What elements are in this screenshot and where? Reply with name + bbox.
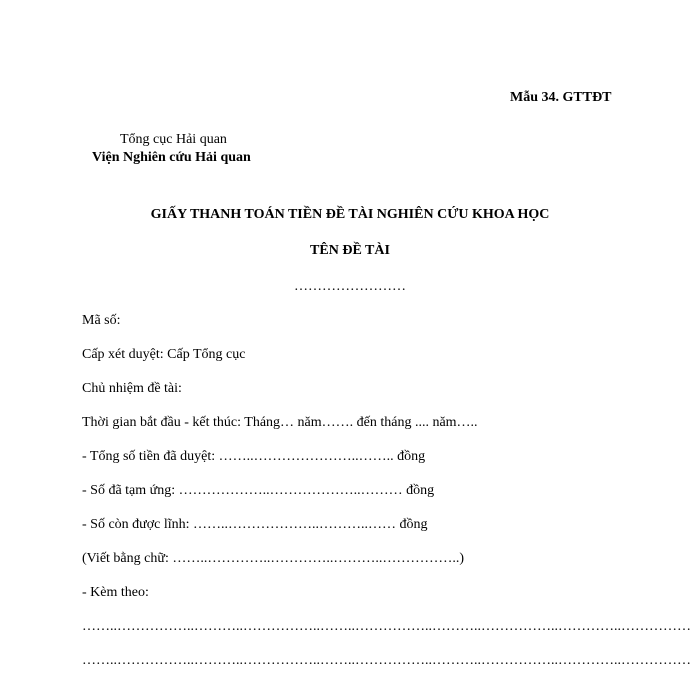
blank-line: ……..……………..………..……………..……..……………..………..……………..…………..…………… (82, 653, 691, 668)
org-name: Viện Nghiên cứu Hải quan (92, 150, 251, 165)
field-amount-in-words: (Viết bằng chữ: ……..…………..…………..………..……………..) (82, 551, 464, 566)
field-attachments: - Kèm theo: (82, 585, 149, 600)
field-approval-level: Cấp xét duyệt: Cấp Tổng cục (82, 347, 246, 362)
org-parent: Tổng cục Hải quan (120, 132, 227, 147)
subject-placeholder: …………………… (294, 279, 406, 294)
form-code: Mẫu 34. GTTĐT (510, 90, 612, 105)
blank-line: ……..……………..………..……………..……..……………..………..……………..…………..…………… (82, 619, 691, 634)
field-project-lead: Chủ nhiệm đề tài: (82, 381, 182, 396)
field-time-period: Thời gian bắt đầu - kết thúc: Tháng… năm……. đến tháng .... năm….. (82, 415, 478, 430)
field-advanced: - Số đã tạm ứng: ………………..………………..……… đồng (82, 483, 435, 498)
subject-heading: TÊN ĐỀ TÀI (310, 243, 390, 258)
field-total-approved: - Tổng số tiền đã duyệt: ……..…………………..…….. đồng (82, 449, 426, 464)
document-title: GIẤY THANH TOÁN TIỀN ĐỀ TÀI NGHIÊN CỨU KHOA HỌC (150, 207, 550, 222)
field-remaining: - Số còn được lĩnh: ……..………………..………..…… đồng (82, 517, 428, 532)
field-code: Mã số: (82, 313, 121, 328)
